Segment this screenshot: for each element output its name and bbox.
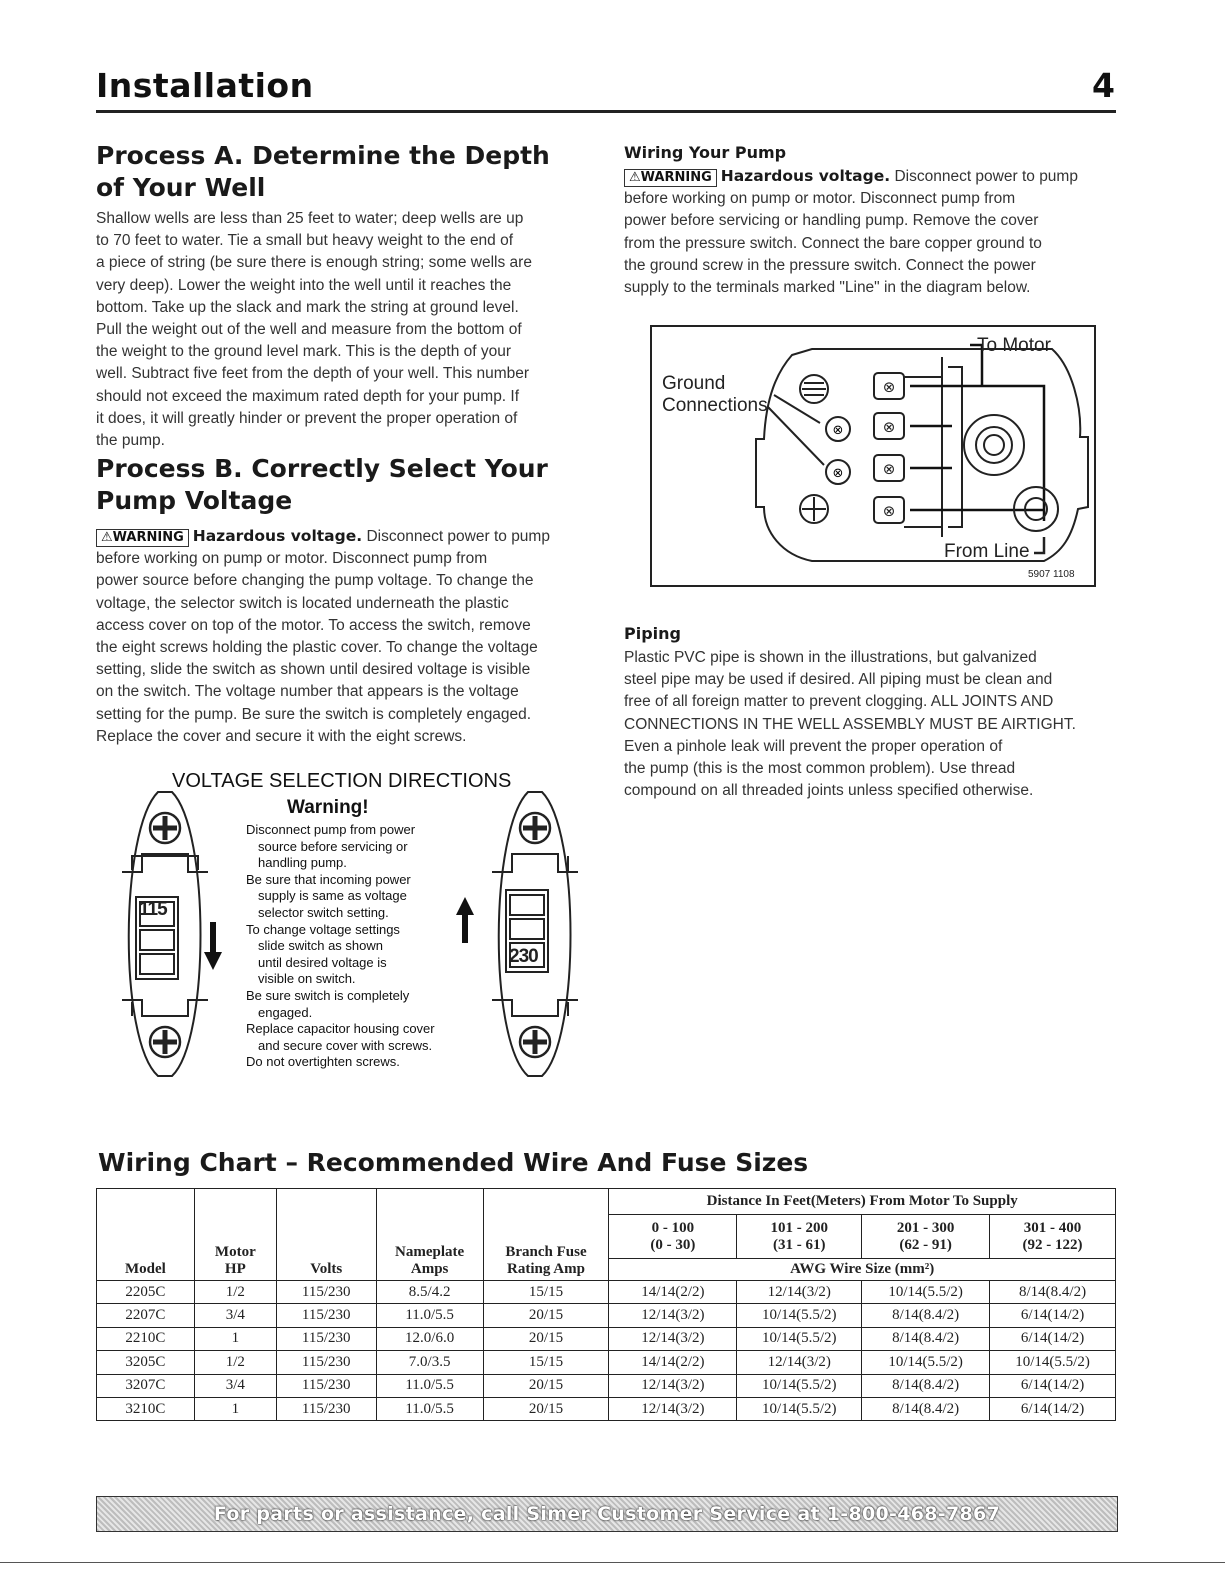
wiring-pump-heading: Wiring Your Pump (624, 143, 787, 162)
table-cell: 2205C (97, 1281, 195, 1304)
table-cell: 6/14(14/2) (990, 1397, 1116, 1420)
process-a-line: should not exceed the maximum rated depth for your pump. If (96, 387, 520, 405)
svg-text:⊗: ⊗ (882, 502, 896, 520)
table-row (97, 1281, 1116, 1304)
awg-header: AWG Wire Size (mm²) (609, 1259, 1116, 1281)
piping-line: steel pipe may be used if desired. All piping must be clean and (624, 671, 1053, 689)
table-cell: 115/230 (276, 1327, 376, 1350)
wiring-chart-title: Wiring Chart – Recommended Wire And Fuse Sizes (98, 1148, 809, 1177)
voltage-direction-line: and secure cover with screws. (258, 1037, 433, 1053)
range-1: 101 - 200 (31 - 61) (737, 1215, 862, 1259)
piping-heading: Piping (624, 624, 681, 643)
table-row (97, 1374, 1116, 1397)
ground-label: Ground (662, 373, 726, 394)
table-cell: 6/14(14/2) (990, 1304, 1116, 1327)
arrow-down-icon (200, 922, 226, 972)
process-a-line: Pull the weight out of the well and measure from the bottom of (96, 321, 522, 339)
table-row (97, 1327, 1116, 1350)
voltage-direction-line: Be sure switch is completely (246, 987, 410, 1003)
table-cell: 3205C (97, 1351, 195, 1374)
range-0: 0 - 100 (0 - 30) (609, 1215, 737, 1259)
voltage-direction-line: visible on switch. (258, 971, 356, 987)
wiring-pump-line: the ground screw in the pressure switch. Connect the power (624, 256, 1036, 274)
wiring-pump-line: before working on pump or motor. Disconnect pump from (624, 190, 1016, 208)
table-cell: 11.0/5.5 (376, 1304, 483, 1327)
wiring-pump-body (624, 165, 1124, 299)
table-cell: 6/14(14/2) (990, 1374, 1116, 1397)
branch-fuse-spacer (483, 1189, 609, 1215)
process-a-line: to 70 feet to water. Tie a small but heavy weight to the end of (96, 232, 514, 250)
table-cell: 10/14(5.5/2) (737, 1374, 862, 1397)
table-cell: 1 (194, 1327, 276, 1350)
process-b-line: power source before changing the pump voltage. To change the (96, 572, 534, 590)
piping-line: the pump (this is the most common problem). Use thread (624, 760, 1016, 778)
table-cell: 1 (194, 1397, 276, 1420)
connections-label: Connections (662, 395, 768, 416)
table-cell: 14/14(2/2) (609, 1351, 737, 1374)
table-cell: 10/14(5.5/2) (862, 1351, 990, 1374)
table-cell: 8/14(8.4/2) (990, 1281, 1116, 1304)
header-rule (96, 110, 1116, 113)
selector-switch-230-figure (480, 790, 590, 1080)
to-motor-label: To Motor (977, 335, 1051, 356)
process-a-line: well. Subtract five feet from the depth of your well. This number (96, 365, 530, 383)
svg-text:⊗: ⊗ (882, 460, 896, 478)
bottom-rule (0, 1562, 1225, 1563)
table-cell: 8/14(8.4/2) (862, 1397, 990, 1420)
page-number: 4 (1092, 66, 1115, 105)
table-cell: 115/230 (276, 1281, 376, 1304)
voltage-direction-line: slide switch as shown (258, 938, 383, 954)
table-cell: 6/14(14/2) (990, 1327, 1116, 1350)
voltage-direction-line: selector switch setting. (258, 904, 389, 920)
range-3: 301 - 400 (92 - 122) (990, 1215, 1116, 1259)
table-cell: 2210C (97, 1327, 195, 1350)
process-b-line: on the switch. The voltage number that appears is the voltage (96, 683, 519, 701)
piping-body (624, 647, 1124, 802)
table-cell: 8/14(8.4/2) (862, 1304, 990, 1327)
table-cell: 12/14(3/2) (737, 1351, 862, 1374)
table-cell: 20/15 (483, 1304, 609, 1327)
process-a-line: the weight to the ground level mark. This is the depth of your (96, 343, 512, 361)
table-cell: 14/14(2/2) (609, 1281, 737, 1304)
table-cell: 3/4 (194, 1374, 276, 1397)
voltage-direction-line: supply is same as voltage (258, 888, 407, 904)
arrow-up-icon (452, 895, 478, 945)
table-cell: 15/15 (483, 1281, 609, 1304)
from-line-label: From Line (944, 541, 1030, 562)
process-a-line: Shallow wells are less than 25 feet to water; deep wells are up (96, 210, 524, 227)
figure-code: 5907 1108 (1028, 569, 1075, 580)
table-cell: 20/15 (483, 1397, 609, 1420)
voltage-warning-heading: Warning! (287, 797, 369, 818)
process-a-line: very deep). Lower the weight into the well until it reaches the (96, 276, 512, 294)
table-cell: 115/230 (276, 1397, 376, 1420)
table-row (97, 1351, 1116, 1374)
process-a-section (96, 140, 596, 452)
process-b-heading: Process B. Correctly Select Your Pump Voltage (96, 454, 548, 515)
svg-text:⊗: ⊗ (882, 418, 896, 436)
table-cell: 10/14(5.5/2) (990, 1351, 1116, 1374)
range-2: 201 - 300 (62 - 91) (862, 1215, 990, 1259)
process-b-line: setting, slide the switch as shown until desired voltage is visible (96, 661, 531, 679)
process-a-line: bottom. Take up the slack and mark the string at ground level. (96, 298, 519, 316)
hazard-text: Hazardous voltage. (192, 527, 363, 545)
piping-section (624, 624, 1124, 802)
wiring-pump-line: from the pressure switch. Connect the bare copper ground to (624, 234, 1042, 252)
process-b-line-0: Disconnect power to pump (366, 528, 550, 545)
process-b-line: before working on pump or motor. Disconnect pump from (96, 550, 488, 568)
process-b-section (96, 453, 596, 748)
process-b-line: Replace the cover and secure it with the eight screws. (96, 727, 467, 745)
process-b-line: access cover on top of the motor. To access the switch, remove (96, 616, 531, 634)
hazard-text: Hazardous voltage. (720, 167, 891, 185)
table-cell: 20/15 (483, 1374, 609, 1397)
wiring-pump-section (624, 143, 1124, 299)
table-cell: 8/14(8.4/2) (862, 1327, 990, 1350)
piping-line: compound on all threaded joints unless specified otherwise. (624, 782, 1034, 800)
wiring-pump-line-0: Disconnect power to pump (894, 168, 1078, 185)
voltage-directions-list (246, 822, 435, 1071)
warning-label: ⚠WARNING (624, 169, 717, 187)
voltage-230-label: 230 (509, 946, 538, 967)
table-cell: 10/14(5.5/2) (737, 1327, 862, 1350)
customer-service-banner: For parts or assistance, call Simer Customer Service at 1-800-468-7867 (96, 1496, 1118, 1532)
table-cell: 12/14(3/2) (737, 1281, 862, 1304)
voltage-direction-line: engaged. (258, 1004, 313, 1020)
table-cell: 12/14(3/2) (609, 1397, 737, 1420)
voltage-selection-title: VOLTAGE SELECTION DIRECTIONS (172, 770, 512, 792)
process-a-line: a piece of string (be sure there is enough string; some wells are (96, 254, 532, 272)
voltage-direction-line: Do not overtighten screws. (246, 1054, 400, 1070)
table-cell: 12/14(3/2) (609, 1374, 737, 1397)
table-cell: 115/230 (276, 1304, 376, 1327)
wiring-pump-line: power before servicing or handling pump. Remove the cover (624, 212, 1039, 230)
warning-label: ⚠WARNING (96, 529, 189, 547)
table-cell: 10/14(5.5/2) (737, 1397, 862, 1420)
voltage-direction-line: Disconnect pump from power (246, 822, 416, 837)
svg-text:⊗: ⊗ (882, 378, 896, 396)
process-b-body (96, 525, 596, 748)
process-a-heading: Process A. Determine the Depth of Your Well (96, 141, 550, 202)
table-cell: 1/2 (194, 1351, 276, 1374)
process-a-line: it does, it will greatly hinder or prevent the proper operation of (96, 409, 518, 427)
col-nameplate-amps: Nameplate Amps (376, 1189, 483, 1281)
col-volts: Volts (276, 1189, 376, 1281)
table-cell: 12/14(3/2) (609, 1327, 737, 1350)
table-cell: 8/14(8.4/2) (862, 1374, 990, 1397)
table-cell: 8.5/4.2 (376, 1281, 483, 1304)
wiring-pump-line: supply to the terminals marked "Line" in the diagram below. (624, 279, 1031, 297)
process-b-line: the eight screws holding the plastic cover. To change the voltage (96, 639, 538, 657)
table-cell: 12.0/6.0 (376, 1327, 483, 1350)
table-row (97, 1397, 1116, 1420)
voltage-direction-line: source before servicing or (258, 838, 408, 854)
table-cell: 12/14(3/2) (609, 1304, 737, 1327)
svg-text:⊗: ⊗ (832, 423, 844, 438)
table-cell: 20/15 (483, 1327, 609, 1350)
col-model: Model (97, 1189, 195, 1281)
voltage-direction-line: Replace capacitor housing cover (246, 1021, 435, 1037)
piping-line: Plastic PVC pipe is shown in the illustrations, but galvanized (624, 649, 1037, 666)
table-cell: 115/230 (276, 1374, 376, 1397)
svg-text:⊗: ⊗ (832, 466, 844, 481)
table-cell: 15/15 (483, 1351, 609, 1374)
col-branch-fuse: Branch Fuse Rating Amp (483, 1215, 609, 1281)
process-b-line: setting for the pump. Be sure the switch is completely engaged. (96, 705, 532, 723)
wiring-chart-table (96, 1188, 1116, 1421)
piping-line: free of all foreign matter to prevent clogging. ALL JOINTS AND (624, 693, 1054, 711)
page-title: Installation (96, 66, 314, 105)
table-cell: 11.0/5.5 (376, 1397, 483, 1420)
table-cell: 2207C (97, 1304, 195, 1327)
table-cell: 10/14(5.5/2) (737, 1304, 862, 1327)
pressure-switch-diagram (650, 325, 1096, 587)
table-cell: 1/2 (194, 1281, 276, 1304)
table-cell: 11.0/5.5 (376, 1374, 483, 1397)
voltage-direction-line: To change voltage settings (246, 921, 400, 937)
distance-header: Distance In Feet(Meters) From Motor To Supply (609, 1189, 1116, 1215)
process-a-body (96, 208, 596, 452)
table-cell: 10/14(5.5/2) (862, 1281, 990, 1304)
voltage-direction-line: until desired voltage is (258, 954, 387, 970)
table-cell: 115/230 (276, 1351, 376, 1374)
voltage-direction-line: Be sure that incoming power (246, 871, 411, 887)
piping-line: CONNECTIONS IN THE WELL ASSEMBLY MUST BE AIRTIGHT. (624, 715, 1076, 733)
col-motor-hp: Motor HP (194, 1189, 276, 1281)
process-b-line: voltage, the selector switch is located underneath the plastic (96, 594, 509, 612)
table-cell: 3207C (97, 1374, 195, 1397)
table-cell: 3210C (97, 1397, 195, 1420)
voltage-115-label: 115 (139, 899, 167, 920)
piping-line: Even a pinhole leak will prevent the proper operation of (624, 737, 1003, 755)
table-row (97, 1304, 1116, 1327)
voltage-direction-line: handling pump. (258, 855, 347, 871)
table-cell: 3/4 (194, 1304, 276, 1327)
table-cell: 7.0/3.5 (376, 1351, 483, 1374)
process-a-line: the pump. (96, 432, 165, 450)
